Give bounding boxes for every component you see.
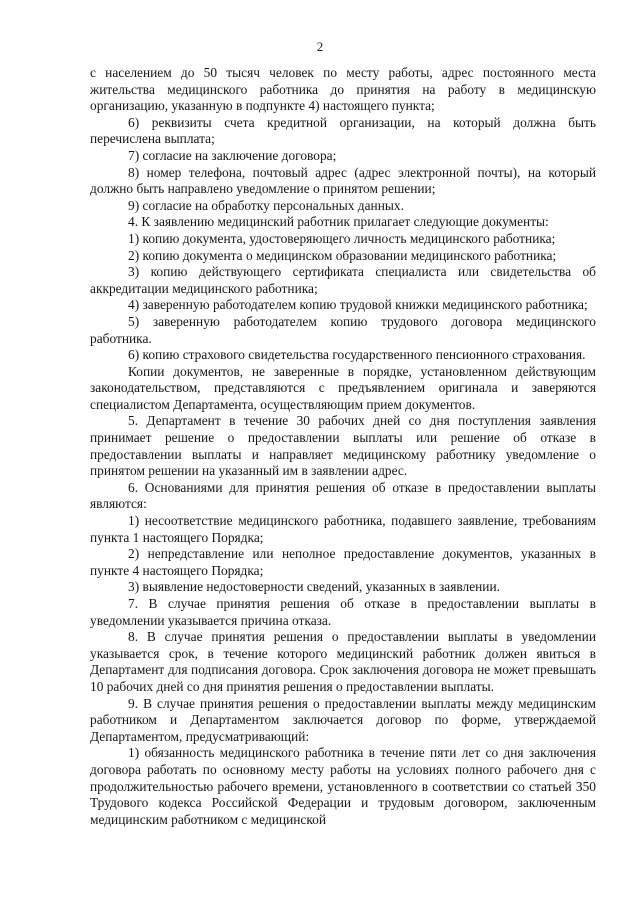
- paragraph-section-6: 6. Основаниями для принятия решения об отказе в предоставлении выплаты являются:: [90, 479, 596, 512]
- document-body: [90, 65, 596, 828]
- paragraph-doc-6: 6) копию страхового свидетельства государственного пенсионного страхования.: [128, 347, 586, 363]
- paragraph-doc-4: 4) заверенную работодателем копию трудовой книжки медицинского работника;: [128, 297, 588, 313]
- paragraph-section-9: 9. В случае принятия решения о предоставлении выплаты между медицинским работником и Департаментом заключается договор по форме, утверждаемой Департаментом, предусматривающий:: [90, 695, 596, 744]
- paragraph-refusal-1: 1) несоответствие медицинского работника, подавшего заявление, требованиям пункта 1 настоящего Порядка;: [90, 513, 596, 545]
- paragraph-item-6-bank-details: 6) реквизиты счета кредитной организации, на который должна быть перечислена выплата;: [90, 114, 596, 147]
- paragraph-doc-1: 1) копию документа, удостоверяющего личность медицинского работника;: [128, 230, 556, 246]
- paragraph-doc-5: 5) заверенную работодателем копию трудового договора медицинского работника.: [90, 313, 596, 346]
- paragraph-contract-1: 1) обязанность медицинского работника в течение пяти лет со дня заключения договора работать по основному месту работы на условиях полного рабочего дня с продолжительностью рабочего времени, установленного в соответствии со статьей 350 Трудового кодекса Российской Федерации и трудовым договором, заключенным медицинским работником с медицинской: [90, 745, 596, 827]
- paragraph-refusal-2: 2) непредставление или неполное предоставление документов, указанных в пункте 4 настоящего Порядка;: [90, 546, 596, 578]
- paragraph-item-8-contact: 8) номер телефона, почтовый адрес (адрес электронной почты), на который должно быть направлено уведомление о принятом решении;: [90, 164, 596, 197]
- page-number: 2: [316, 39, 324, 54]
- paragraph-section-4: 4. К заявлению медицинский работник прилагает следующие документы:: [128, 214, 549, 230]
- paragraph-continuation: с населением до 50 тысяч человек по месту работы, адрес постоянного места жительства медицинского работника до принятия на работу в медицинскую организацию, указанную в подпункте 4) настоящего пункта;: [90, 65, 596, 114]
- paragraph-refusal-3: 3) выявление недостоверности сведений, указанных в заявлении.: [128, 579, 500, 595]
- paragraph-section-7: 7. В случае принятия решения об отказе в предоставлении выплаты в уведомлении указывается причина отказа.: [90, 596, 596, 628]
- paragraph-section-5: 5. Департамент в течение 30 рабочих дней со дня поступления заявления принимает решение о предоставлении выплаты или решение об отказе в предоставлении выплаты и направляет медицинскому работнику уведомление о принятом решении на указанный им в заявлении адрес.: [90, 413, 596, 479]
- paragraph-copies-note: Копии документов, не заверенные в порядке, установленном действующим законодательством, представляются с предъявлением оригинала и заверяются специалистом Департамента, осуществляющим прием документов.: [90, 363, 596, 412]
- paragraph-doc-2: 2) копию документа о медицинском образовании медицинского работника;: [128, 247, 557, 263]
- paragraph-item-9-consent-data: 9) согласие на обработку персональных данных.: [128, 197, 404, 213]
- paragraph-item-7-consent-contract: 7) согласие на заключение договора;: [128, 147, 337, 163]
- paragraph-section-8: 8. В случае принятия решения о предоставлении выплаты в уведомлении указывается срок, в течение которого медицинский работник должен явиться в Департамент для подписания договора. Срок заключения договора не может превышать 10 рабочих дней со дня принятия решения о предоставлении выплаты.: [90, 629, 596, 694]
- paragraph-doc-3: 3) копию действующего сертификата специалиста или свидетельства об аккредитации медицинского работника;: [90, 264, 596, 296]
